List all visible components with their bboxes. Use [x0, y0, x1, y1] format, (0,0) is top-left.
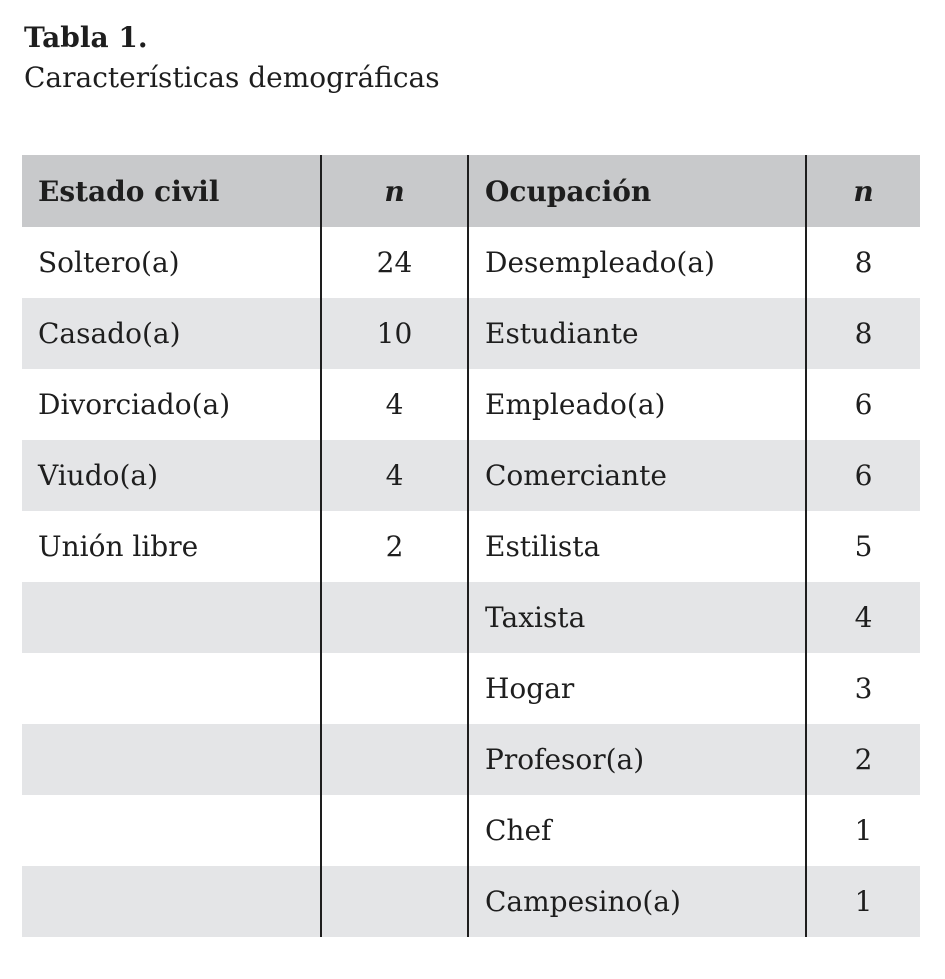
cell-estado-civil: Unión libre	[22, 511, 321, 582]
cell-estado-civil	[22, 724, 321, 795]
cell-estado-civil: Divorciado(a)	[22, 369, 321, 440]
header-n-ocupacion: n	[806, 155, 920, 227]
cell-n-estado	[321, 724, 468, 795]
cell-ocupacion: Campesino(a)	[468, 866, 806, 937]
cell-ocupacion: Empleado(a)	[468, 369, 806, 440]
cell-n-ocupacion: 1	[854, 814, 873, 847]
table-row	[22, 866, 920, 937]
table-row	[22, 511, 920, 582]
cell-n-estado	[321, 795, 468, 866]
cell-n-estado	[321, 653, 468, 724]
table-label: Tabla 1.	[24, 21, 148, 54]
cell-estado-civil	[22, 795, 321, 866]
cell-n-ocupacion: 6	[806, 440, 920, 511]
cell-estado-civil	[22, 653, 321, 724]
cell-estado-civil	[22, 582, 321, 653]
table-row	[22, 795, 920, 866]
cell-estado-civil: Viudo(a)	[22, 440, 321, 511]
cell-ocupacion: Desempleado(a)	[468, 227, 806, 298]
cell-n-estado: 24	[321, 227, 468, 298]
cell-n-estado	[321, 866, 468, 937]
cell-n-estado: 2	[321, 511, 468, 582]
cell-ocupacion: Taxista	[468, 582, 806, 653]
cell-n-ocupacion: 1	[806, 866, 920, 937]
cell-n-ocupacion: 3	[854, 672, 873, 705]
header-ocupacion: Ocupación	[468, 155, 806, 227]
cell-n-ocupacion: 2	[806, 724, 920, 795]
cell-n-estado: 4	[321, 440, 468, 511]
cell-n-ocupacion: 8	[806, 298, 920, 369]
cell-ocupacion: Profesor(a)	[468, 724, 806, 795]
table-row	[22, 298, 920, 369]
cell-ocupacion: Hogar	[468, 653, 806, 724]
cell-n-ocupacion: 8	[854, 246, 873, 279]
cell-estado-civil	[22, 866, 321, 937]
cell-n-estado: 10	[321, 298, 468, 369]
cell-n-estado	[321, 582, 468, 653]
demographics-table	[22, 155, 920, 937]
cell-n-ocupacion: 6	[854, 388, 873, 421]
cell-n-ocupacion: 4	[806, 582, 920, 653]
table-row	[22, 653, 920, 724]
table-row	[22, 724, 920, 795]
table-caption: Características demográficas	[24, 61, 440, 94]
table-row	[22, 227, 920, 298]
cell-ocupacion: Chef	[468, 795, 806, 866]
cell-ocupacion: Estilista	[468, 511, 806, 582]
cell-n-estado: 4	[321, 369, 468, 440]
cell-ocupacion: Estudiante	[468, 298, 806, 369]
table-header-row	[22, 155, 920, 227]
table-row	[22, 369, 920, 440]
cell-estado-civil: Soltero(a)	[22, 227, 321, 298]
cell-n-ocupacion: 5	[854, 530, 873, 563]
table-row	[22, 582, 920, 653]
header-n-estado: n	[321, 155, 468, 227]
header-estado-civil: Estado civil	[22, 155, 321, 227]
table-row	[22, 440, 920, 511]
cell-estado-civil: Casado(a)	[22, 298, 321, 369]
cell-ocupacion: Comerciante	[468, 440, 806, 511]
